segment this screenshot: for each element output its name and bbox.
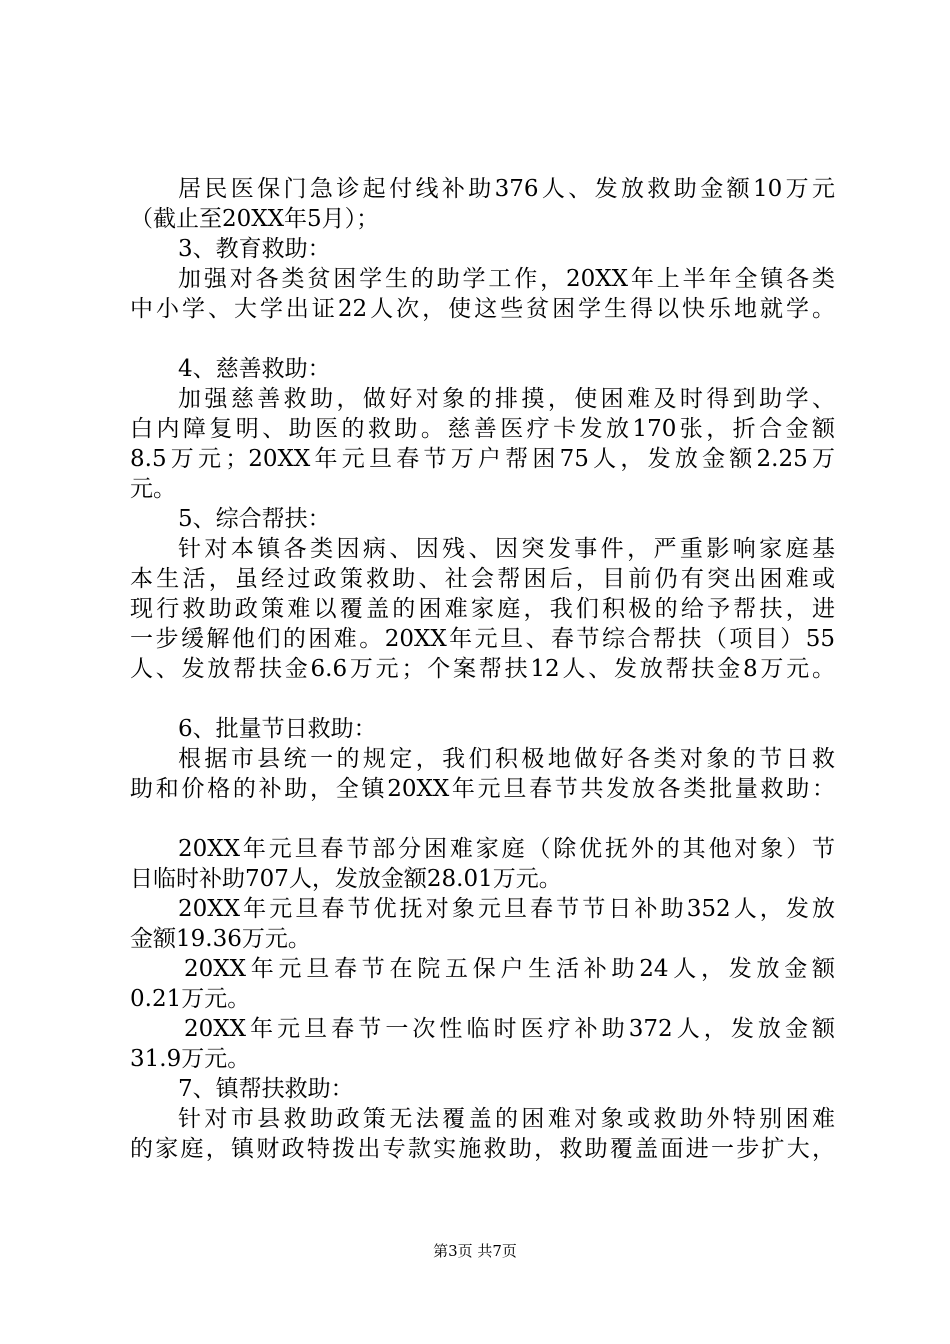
text-line: 白内障复明、助医的救助。慈善医疗卡发放170张，折合金额 (130, 416, 835, 442)
text-line: 20XX年元旦春节一次性临时医疗补助372人，发放金额 (184, 1016, 835, 1042)
paragraph-gap (130, 684, 835, 714)
text-line: 的家庭，镇财政特拨出专款实施救助，救助覆盖面进一步扩大， (130, 1136, 835, 1162)
text-line: 加强慈善救助，做好对象的排摸，使困难及时得到助学、 (178, 386, 835, 412)
text-line: 0.21万元。 (130, 986, 251, 1012)
text-line: 人、发放帮扶金6.6万元；个案帮扶12人、发放帮扶金8万元。 (130, 656, 835, 682)
text-line: 元。 (130, 476, 176, 502)
section-heading: 3、教育救助： (178, 236, 331, 262)
text-line: 针对本镇各类因病、因残、因突发事件，严重影响家庭基 (178, 536, 835, 562)
text-line: 一步缓解他们的困难。20XX年元旦、春节综合帮扶（项目）55 (130, 626, 835, 652)
text-line: 中小学、大学出证22人次，使这些贫困学生得以快乐地就学。 (130, 296, 835, 322)
section-heading: 4、慈善救助： (178, 356, 331, 382)
text-line: 31.9万元。 (130, 1046, 251, 1072)
text-line: 20XX年元旦春节部分困难家庭（除优抚外的其他对象）节 (178, 836, 835, 862)
paragraph-gap (130, 324, 835, 354)
text-line: （截止至20XX年5月）； (130, 206, 380, 232)
text-line: 针对市县救助政策无法覆盖的困难对象或救助外特别困难 (178, 1106, 835, 1132)
section-heading: 5、综合帮扶： (178, 506, 331, 532)
text-line: 居民医保门急诊起付线补助376人、发放救助金额10万元 (178, 176, 835, 202)
page-footer: 第3页 共7页 (433, 1242, 517, 1260)
text-line: 根据市县统一的规定，我们积极地做好各类对象的节日救 (178, 746, 835, 772)
text-line: 现行救助政策难以覆盖的困难家庭，我们积极的给予帮扶，进 (130, 596, 835, 622)
text-line: 日临时补助707人，发放金额28.01万元。 (130, 866, 562, 892)
section-heading: 7、镇帮扶救助： (178, 1076, 354, 1102)
text-line: 本生活，虽经过政策救助、社会帮困后，目前仍有突出困难或 (130, 566, 835, 592)
section-heading: 6、批量节日救助： (178, 716, 377, 742)
paragraph-gap (130, 804, 835, 834)
text-line: 20XX年元旦春节在院五保户生活补助24人，发放金额 (184, 956, 835, 982)
text-line: 8.5万元；20XX年元旦春节万户帮困75人，发放金额2.25万 (130, 446, 835, 472)
text-line: 加强对各类贫困学生的助学工作，20XX年上半年全镇各类 (178, 266, 835, 292)
text-line: 助和价格的补助，全镇20XX年元旦春节共发放各类批量救助： (130, 776, 835, 802)
text-line: 金额19.36万元。 (130, 926, 311, 952)
text-line: 20XX年元旦春节优抚对象元旦春节节日补助352人，发放 (178, 896, 835, 922)
document-body (130, 174, 835, 1164)
